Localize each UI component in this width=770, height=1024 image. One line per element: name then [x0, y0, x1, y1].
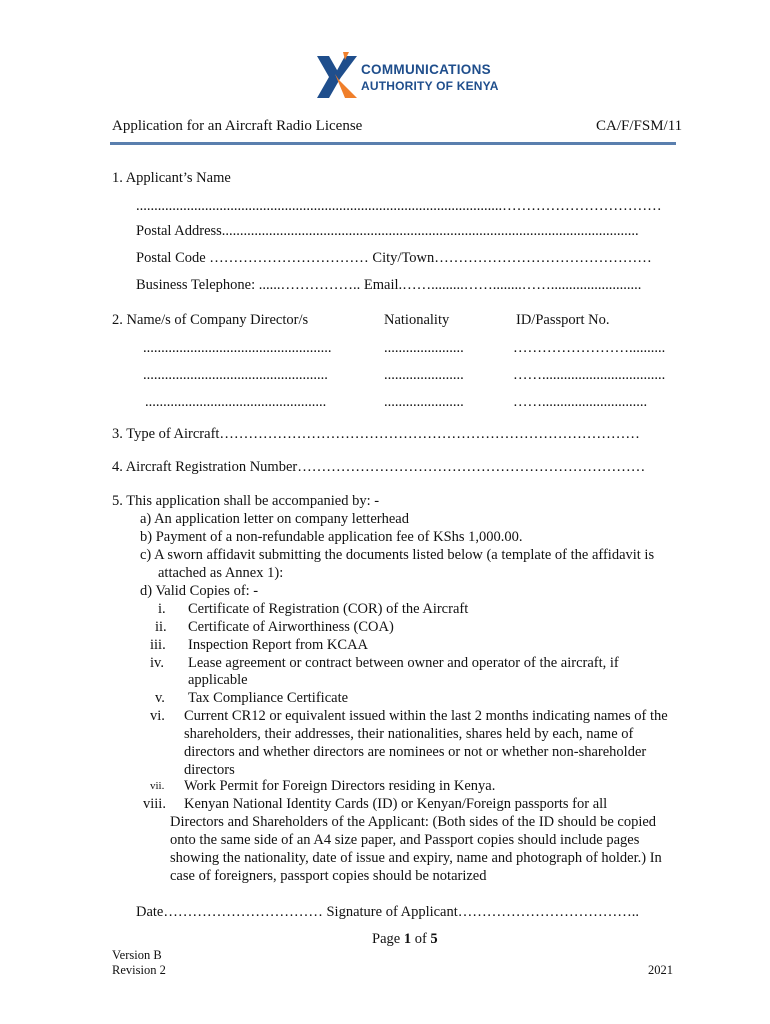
list-item: Kenyan National Identity Cards (ID) or Kenyan/Foreign passports for all — [184, 796, 608, 812]
aircraft-type-field[interactable]: 3. Type of Aircraft…………………………………………………………………………… — [112, 426, 640, 442]
applicant-name-field[interactable]: .....................................................................................................…………………………… — [136, 198, 662, 214]
director-name-field[interactable]: .................................................. — [145, 394, 327, 410]
ca-logo-mark-icon — [315, 50, 359, 104]
form-title: Application for an Aircraft Radio License — [112, 118, 363, 134]
aircraft-registration-field[interactable]: 4. Aircraft Registration Number……………………………………………………………… — [112, 459, 646, 475]
director-id-field[interactable]: ……............................. — [513, 394, 648, 410]
requirement-c-cont: attached as Annex 1): — [158, 565, 284, 581]
section-1-heading: 1. Applicant’s Name — [112, 170, 231, 186]
director-name-field[interactable]: ................................................... — [143, 367, 328, 383]
director-nationality-field[interactable]: ...................... — [384, 340, 464, 356]
requirement-d: d) Valid Copies of: - — [140, 583, 259, 599]
director-nationality-field[interactable]: ...................... — [384, 367, 464, 383]
director-nationality-field[interactable]: ...................... — [384, 394, 464, 410]
requirement-b: b) Payment of a non-refundable application fee of KShs 1,000.00. — [140, 529, 523, 545]
list-item-number: i. — [158, 601, 166, 617]
requirement-c: c) A sworn affidavit submitting the documents listed below (a template of the affidavit is — [140, 547, 655, 563]
list-item-cont: Directors and Shareholders of the Applicant: (Both sides of the ID should be copied — [170, 814, 657, 830]
list-item: Certificate of Airworthiness (COA) — [188, 619, 394, 635]
id-passport-column-header: ID/Passport No. — [516, 312, 610, 328]
list-item-cont: showing the nationality, date of issue and expiry, name and photograph of holder.) In — [170, 850, 662, 866]
form-code: CA/F/FSM/11 — [596, 118, 683, 134]
postal-address-field[interactable]: Postal Address................................................................................................................... — [136, 223, 639, 239]
list-item-number: iv. — [150, 655, 164, 671]
list-item-cont: case of foreigners, passport copies should be notarized — [170, 868, 487, 884]
section-5-heading: 5. This application shall be accompanied by: - — [112, 493, 380, 509]
footer-revision: Revision 2 — [112, 963, 166, 977]
list-item-cont: shareholders, their addresses, their nationalities, shares held by each, name of — [184, 726, 634, 742]
list-item-cont: onto the same side of an A4 size paper, and Passport copies should include pages — [170, 832, 640, 848]
list-item-number: vi. — [150, 708, 165, 724]
footer-version: Version B — [112, 948, 162, 962]
director-id-field[interactable]: …………………….......... — [513, 340, 666, 356]
section-2-heading: 2. Name/s of Company Director/s — [112, 312, 309, 328]
list-item: Lease agreement or contract between owner and operator of the aircraft, if — [188, 655, 619, 671]
director-name-field[interactable]: .................................................... — [143, 340, 332, 356]
list-item-number: iii. — [150, 637, 166, 653]
list-item-number: viii. — [143, 796, 166, 812]
nationality-column-header: Nationality — [384, 312, 450, 328]
requirement-a: a) An application letter on company letterhead — [140, 511, 409, 527]
logo-text-line1: COMMUNICATIONS — [361, 62, 491, 77]
list-item-cont: directors and whether directors are nominees or not or whether non-shareholder — [184, 744, 647, 760]
list-item-number: ii. — [155, 619, 167, 635]
list-item-number: v. — [155, 690, 165, 706]
logo-text-line2: AUTHORITY OF KENYA — [361, 79, 499, 93]
list-item-number: vii. — [150, 780, 165, 792]
postal-code-city-field[interactable]: Postal Code …………………………… City/Town……………………………………… — [136, 250, 652, 266]
header-rule — [110, 142, 676, 145]
page-number: Page 1 of 5 — [372, 931, 438, 947]
telephone-email-field[interactable]: Business Telephone: ......…………….. Email.…….........……........……......................... — [136, 277, 642, 293]
logo — [315, 48, 505, 108]
list-item: Tax Compliance Certificate — [188, 690, 349, 706]
date-signature-field[interactable]: Date…………………………… Signature of Applicant……………………………….. — [136, 904, 640, 920]
list-item: Certificate of Registration (COR) of the Aircraft — [188, 601, 469, 617]
list-item: Current CR12 or equivalent issued within the last 2 months indicating names of the — [184, 708, 668, 724]
list-item-cont: directors — [184, 762, 235, 778]
director-id-field[interactable]: …….................................. — [513, 367, 666, 383]
list-item: Work Permit for Foreign Directors residing in Kenya. — [184, 778, 496, 794]
list-item: Inspection Report from KCAA — [188, 637, 369, 653]
footer-year: 2021 — [648, 963, 673, 977]
list-item-cont: applicable — [188, 672, 248, 688]
